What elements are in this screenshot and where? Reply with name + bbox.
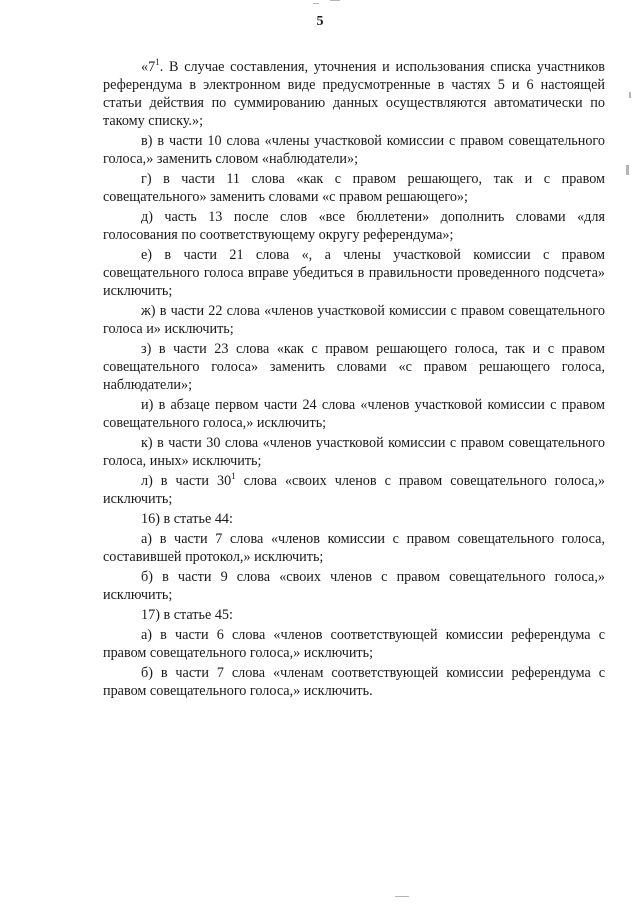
scan-artifact [626, 165, 629, 175]
text-run: к) в части 30 слова «членов участковой комиссии с правом совещательного голоса, иных» исключить; [103, 435, 605, 469]
text-run: . В случае составления, уточнения и использования списка участников референдума в электронном виде предусмотренные в частях 5 и 6 настоящей статьи действия по суммированию данных осуществляются автоматически по такому списку.»; [103, 59, 605, 129]
paragraph [103, 568, 605, 604]
scan-artifact [313, 3, 319, 4]
text-run: слова «своих членов с правом совещательного голоса,» исключить; [103, 473, 605, 507]
page-number: 5 [316, 14, 324, 29]
text-run: а) в части 6 слова «членов соответствующей комиссии референдума с правом совещательного голоса,» исключить; [103, 627, 605, 661]
text-run: б) в части 9 слова «своих членов с правом совещательного голоса,» исключить; [103, 569, 605, 603]
text-run: д) часть 13 после слов «все бюллетени» дополнить словами «для голосования по соответствующему округу референдума»; [103, 209, 605, 243]
text-run: б) в части 7 слова «членам соответствующей комиссии референдума с правом совещательного голоса,» исключить. [103, 665, 605, 699]
paragraph [103, 396, 605, 432]
text-run: 16) в статье 44: [141, 511, 233, 527]
paragraph [103, 626, 605, 662]
paragraph [103, 510, 605, 528]
paragraph [103, 208, 605, 244]
paragraph [103, 58, 605, 130]
paragraph [103, 664, 605, 700]
paragraph [103, 530, 605, 566]
text-run: а) в части 7 слова «членов комиссии с правом совещательного голоса, составившей протокол,» исключить; [103, 531, 605, 565]
scan-artifact [395, 896, 409, 897]
document-body [103, 58, 605, 702]
text-run: ж) в части 22 слова «членов участковой комиссии с правом совещательного голоса и» исключить; [103, 303, 605, 337]
text-run: 17) в статье 45: [141, 607, 233, 623]
paragraph [103, 434, 605, 470]
paragraph [103, 340, 605, 394]
text-run: л) в части 30 [141, 473, 232, 489]
paragraph [103, 246, 605, 300]
text-run: «7 [141, 59, 156, 75]
text-run: г) в части 11 слова «как с правом решающего, так и с правом совещательного» заменить словами «с правом решающего»; [103, 171, 605, 205]
text-run: и) в абзаце первом части 24 слова «членов участковой комиссии с правом совещательного голоса,» исключить; [103, 397, 605, 431]
paragraph [103, 302, 605, 338]
scan-artifact [330, 0, 340, 1]
paragraph [103, 472, 605, 508]
paragraph [103, 132, 605, 168]
superscript: 1 [231, 471, 236, 481]
superscript: 1 [155, 57, 160, 67]
scan-artifact [629, 92, 631, 98]
paragraph [103, 606, 605, 624]
text-run: в) в части 10 слова «члены участковой комиссии с правом совещательного голоса,» заменить словом «наблюдатели»; [103, 133, 605, 167]
text-run: е) в части 21 слова «, а члены участковой комиссии с правом совещательного голоса вправе убедиться в правильности проведенного подсчета» исключить; [103, 247, 605, 299]
paragraph [103, 170, 605, 206]
text-run: з) в части 23 слова «как с правом решающего голоса, так и с правом совещательного голоса» заменить словами «с правом решающего голоса, наблюдатели»; [103, 341, 605, 393]
